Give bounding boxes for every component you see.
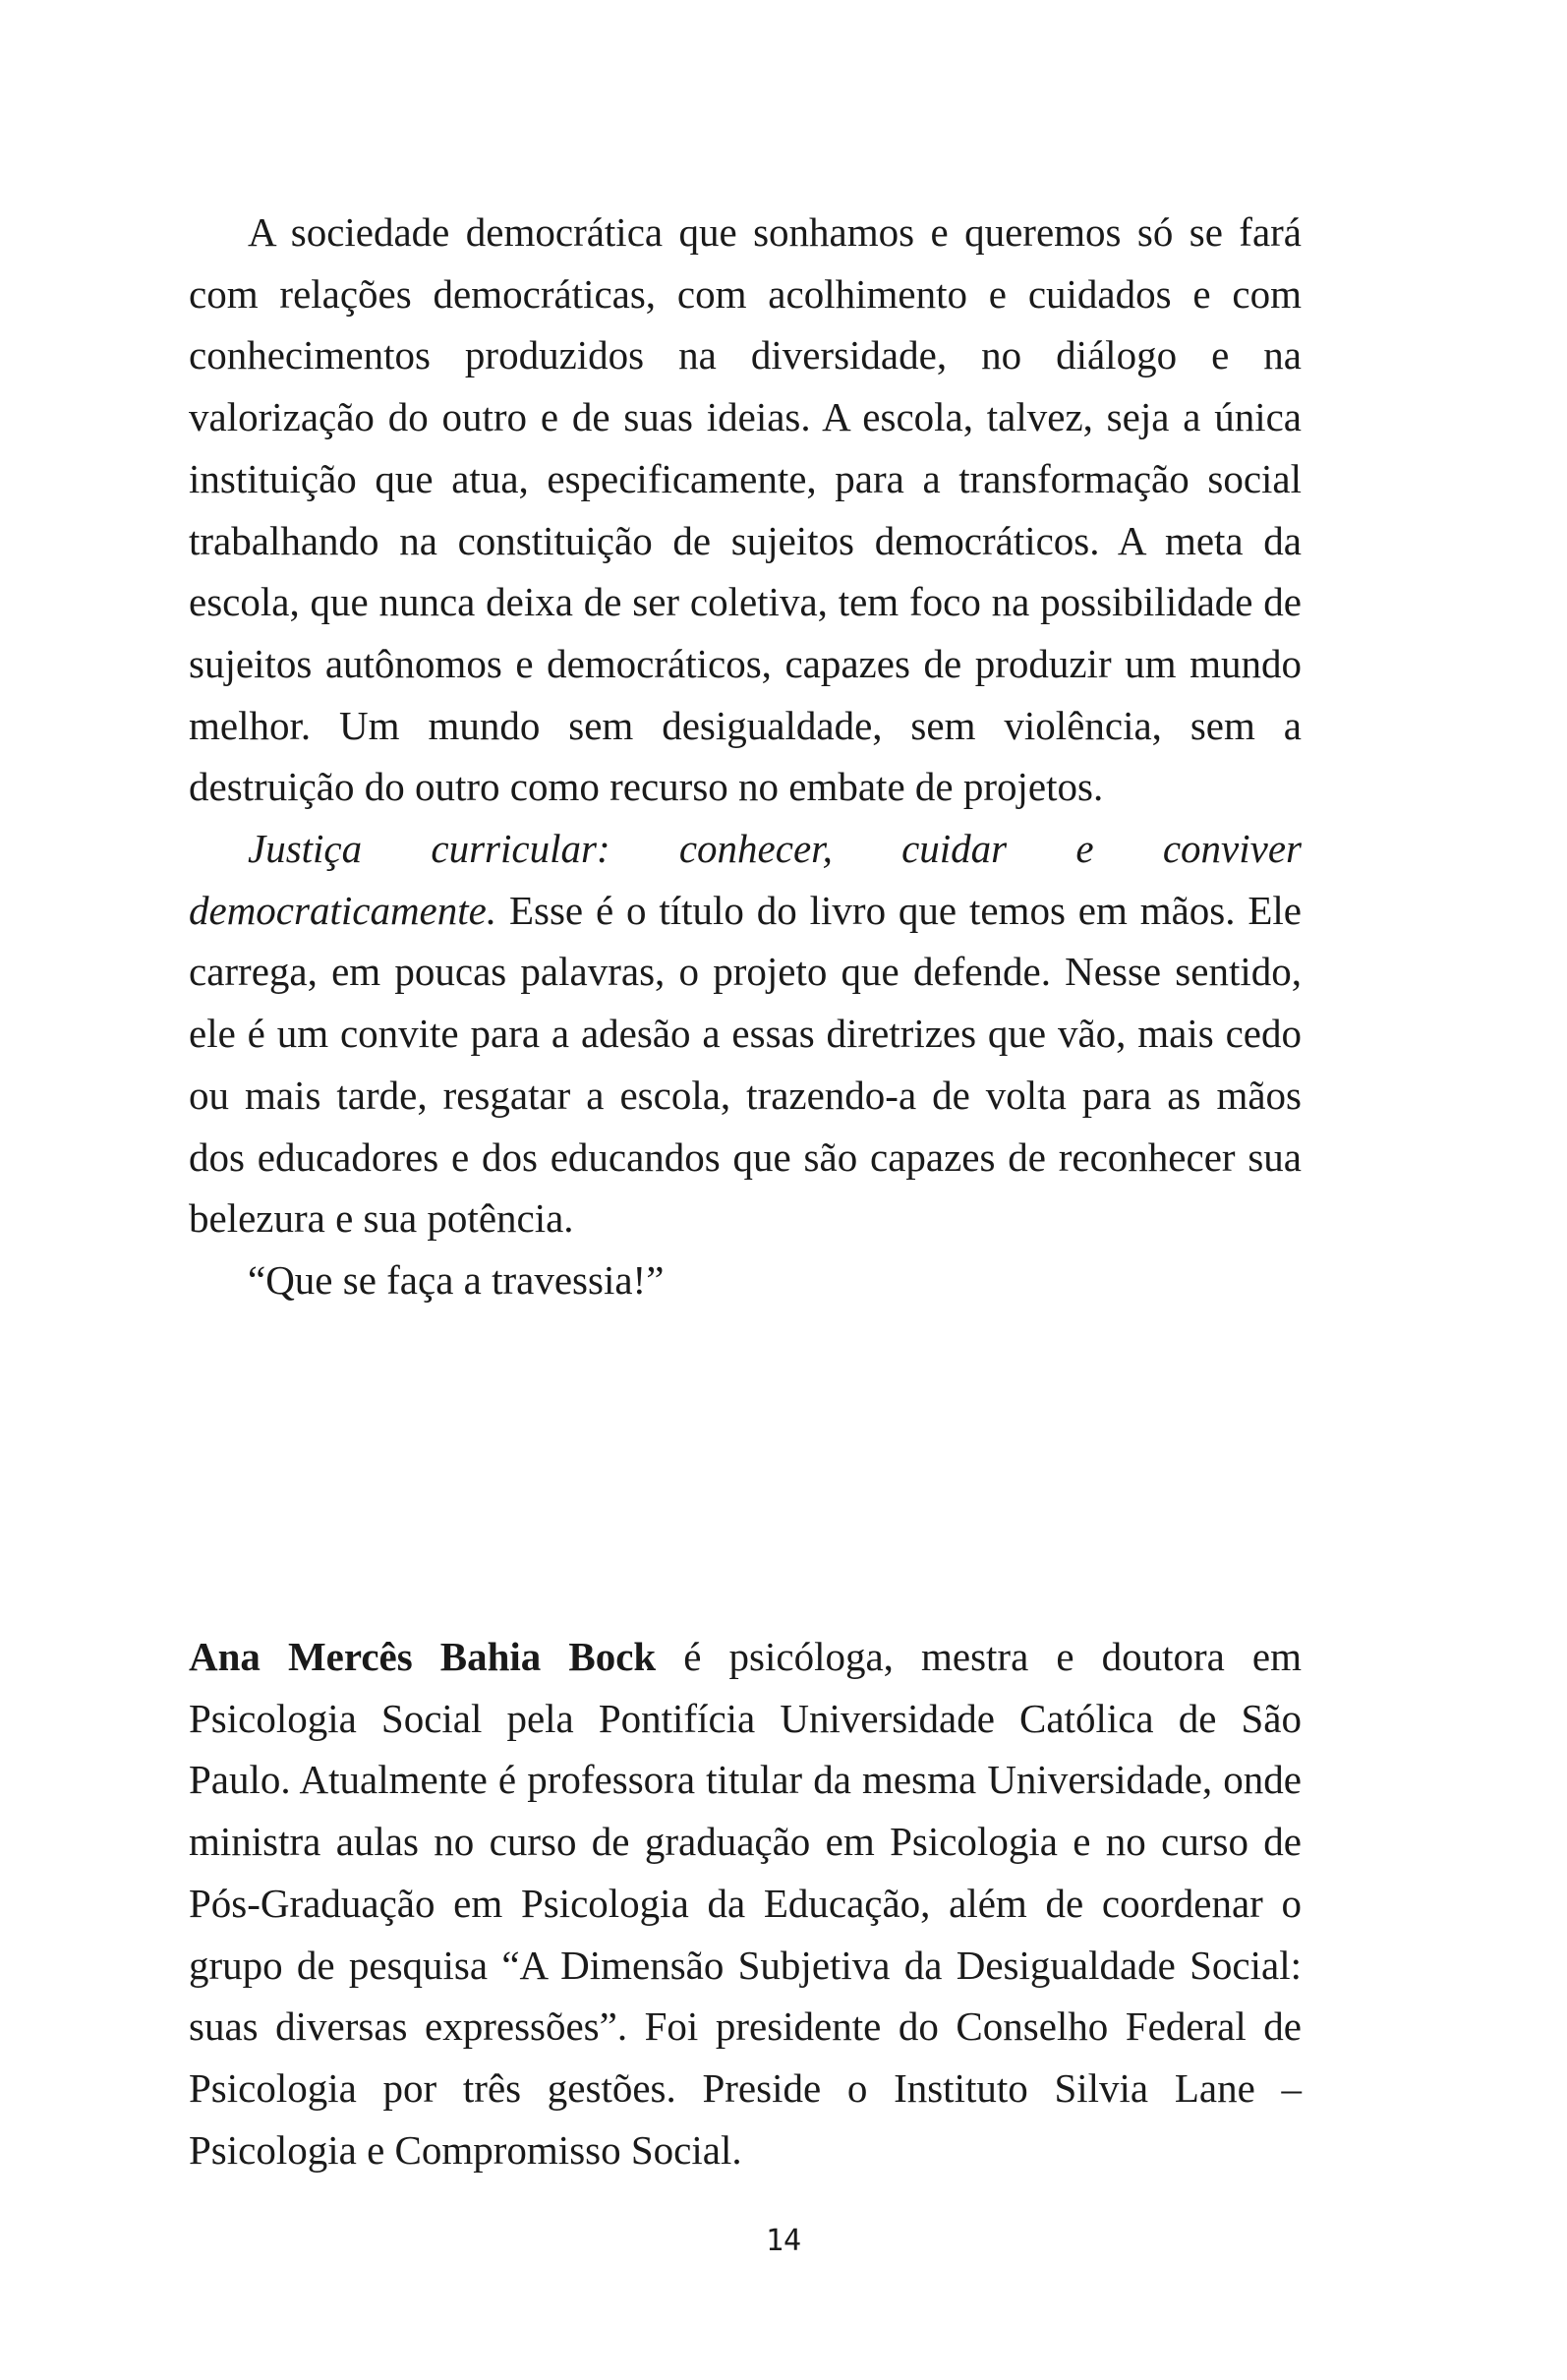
intro-paragraph-3: “Que se faça a travessia!” — [248, 1256, 665, 1303]
intro-paragraph-2 — [189, 818, 1302, 1249]
intro-paragraph-2-text: Esse é o título do livro que temos em mãos. Ele carrega, em poucas palavras, o projeto que defende. Nesse sentido, ele é um convite para a adesão a essas diretrizes que vão, mais cedo ou mais tarde, resgatar a escola, trazendo-a de volta para as mãos dos educadores e dos educandos que são capazes de reconhecer sua belezura e sua potência. — [189, 887, 1302, 1242]
author-name: Ana Mercês Bahia Bock — [189, 1634, 657, 1679]
page-number: 14 — [765, 2224, 802, 2258]
intro-paragraph-1: A sociedade democrática que sonhamos e queremos só se fará com relações democráticas, com acolhimento e cuidados e com conhecimentos produzidos na diversidade, no diálogo e na valorização do outro e de suas ideias. A escola, talvez, seja a única instituição que atua, especificamente, para a transformação social trabalhando na constituição de sujeitos democráticos. A meta da escola, que nunca deixa de ser coletiva, tem foco na possibilidade de sujeitos autônomos e democráticos, capazes de produzir um mundo melhor. Um mundo sem desigualdade, sem violência, sem a destruição do outro como recurso no embate de projetos. — [189, 209, 1302, 810]
author-bio-block — [189, 1626, 1302, 2180]
book-title: Justiça curricular: conhecer, cuidar e conviver democraticamente. — [189, 826, 1302, 933]
author-bio-text: é psicóloga, mestra e doutora em Psicologia Social pela Pontifícia Universidade Católica de São Paulo. Atualmente é professora titular da mesma Universidade, onde ministra aulas no curso de graduação em Psicologia e no curso de Pós-Graduação em Psicologia da Educação, além de coordenar o grupo de pesquisa “A Dimensão Subjetiva da Desigualdade Social: suas diversas expressões”. Foi presidente do Conselho Federal de Psicologia por três gestões. Preside o Instituto Silvia Lane – Psicologia e Compromisso Social. — [189, 1634, 1302, 2173]
author-bio-paragraph — [189, 1626, 1302, 2180]
intro-text-block — [189, 202, 1302, 1311]
